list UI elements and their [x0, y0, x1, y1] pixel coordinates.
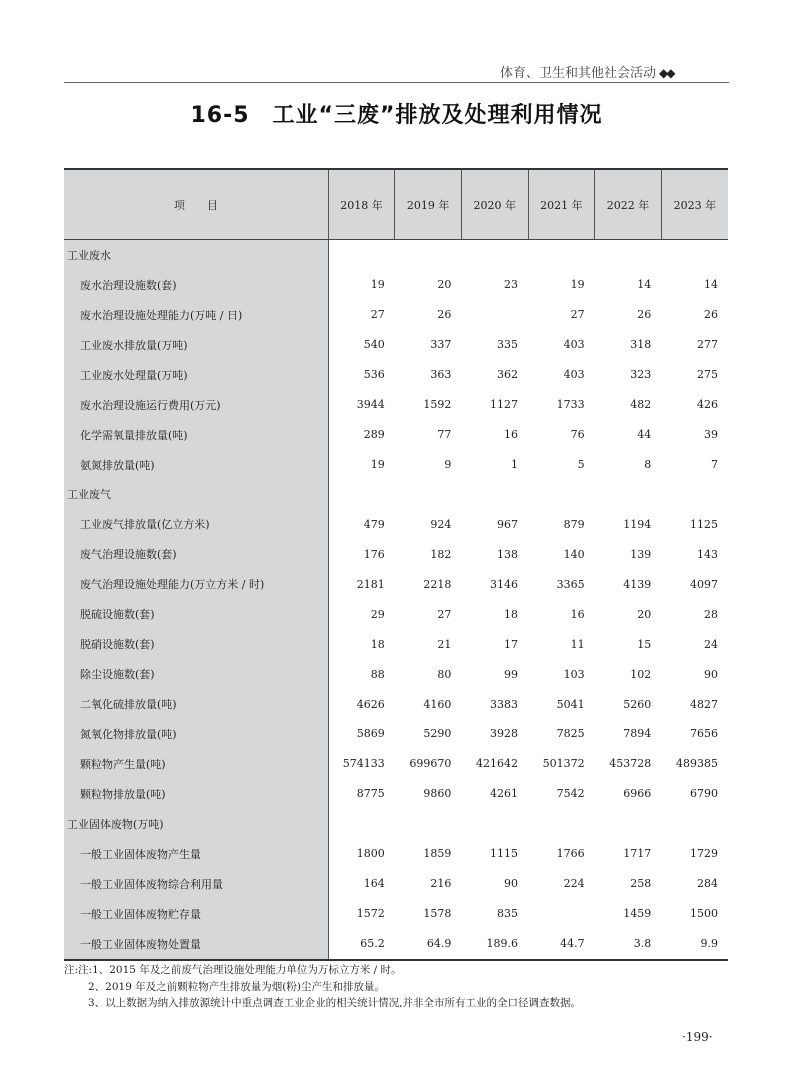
category-label: 工业废水	[64, 240, 328, 270]
value-cell: 1717	[623, 847, 652, 861]
table-row	[64, 360, 728, 390]
value-cell: 9860	[423, 787, 452, 801]
value-cell: 403	[563, 338, 585, 352]
value-cell: 362	[497, 368, 519, 382]
value-cell: 9.9	[700, 937, 718, 951]
value-cell: 275	[697, 368, 718, 382]
value-cell: 189.6	[486, 937, 519, 951]
footnote: 3、以上数据为纳入排放源统计中重点调查工业企业的相关统计情况,并非全市所有工业的全口径调查数据。	[88, 997, 582, 1009]
value-cell: 335	[497, 338, 519, 352]
value-cell: 277	[697, 338, 718, 352]
value-cell: 1766	[556, 847, 585, 861]
table-row	[64, 779, 728, 809]
table-category-row	[64, 809, 728, 839]
value-cell: 1578	[423, 907, 452, 921]
table-row	[64, 719, 728, 749]
value-cell: 3944	[356, 398, 385, 412]
table-row	[64, 749, 728, 779]
table-row	[64, 270, 728, 300]
table-category-row	[64, 240, 728, 270]
value-cell: 1729	[690, 847, 718, 861]
row-label: 一般工业固体废物综合利用量	[64, 869, 328, 899]
category-label: 工业固体废物(万吨)	[64, 809, 328, 839]
table-row	[64, 869, 728, 899]
value-cell: 3146	[490, 577, 519, 591]
value-cell: 3.8	[633, 937, 652, 951]
value-cell: 176	[363, 547, 385, 561]
value-cell: 8775	[356, 787, 385, 801]
row-label: 工业废水排放量(万吨)	[64, 330, 328, 360]
row-label: 颗粒物产生量(吨)	[64, 749, 328, 779]
table-row	[64, 659, 728, 689]
value-cell: 4261	[490, 787, 519, 801]
value-cell: 77	[437, 428, 452, 442]
value-cell	[461, 240, 528, 270]
value-cell: 76	[570, 428, 585, 442]
value-cell: 1459	[623, 907, 652, 921]
running-header	[500, 62, 673, 81]
value-cell: 4139	[623, 577, 652, 591]
row-label: 废水治理设施数(套)	[64, 270, 328, 300]
value-cell: 14	[704, 278, 718, 292]
value-cell: 1500	[690, 907, 718, 921]
value-cell: 103	[563, 667, 585, 681]
value-cell: 363	[430, 368, 452, 382]
value-cell: 5	[577, 458, 585, 472]
year-column-header: 2021 年	[528, 170, 595, 240]
value-cell	[528, 809, 595, 839]
value-cell	[661, 240, 728, 270]
value-cell: 4097	[690, 577, 718, 591]
value-cell: 18	[370, 637, 385, 651]
value-cell: 3383	[490, 697, 519, 711]
value-cell	[395, 480, 462, 510]
row-label: 一般工业固体废物贮存量	[64, 899, 328, 929]
value-cell: 536	[363, 368, 385, 382]
value-cell: 403	[563, 368, 585, 382]
row-label: 一般工业固体废物处置量	[64, 929, 328, 959]
value-cell: 27	[370, 308, 385, 322]
table-category-row	[64, 480, 728, 510]
table-row	[64, 509, 728, 539]
table-row	[64, 929, 728, 959]
value-cell	[395, 240, 462, 270]
value-cell: 138	[497, 547, 519, 561]
value-cell: 1194	[623, 517, 652, 531]
value-cell	[528, 240, 595, 270]
table-header-row	[64, 170, 728, 240]
value-cell: 337	[430, 338, 452, 352]
value-cell	[461, 480, 528, 510]
value-cell: 4160	[423, 697, 452, 711]
value-cell: 1733	[556, 398, 585, 412]
diamond-ornament-icon: ◆◆	[659, 66, 674, 80]
value-cell: 16	[570, 607, 585, 621]
row-label: 废气治理设施数(套)	[64, 539, 328, 569]
value-cell	[661, 480, 728, 510]
footnote: 注:注:1、2015 年及之前废气治理设施处理能力单位为万标立方米 / 时。	[64, 964, 402, 976]
value-cell: 7656	[690, 727, 718, 741]
value-cell: 143	[697, 547, 718, 561]
value-cell: 19	[370, 458, 385, 472]
value-cell: 284	[697, 877, 718, 891]
value-cell: 2181	[356, 577, 385, 591]
year-column-header: 2018 年	[328, 170, 395, 240]
value-cell: 5041	[556, 697, 585, 711]
table-row	[64, 420, 728, 450]
value-cell: 18	[504, 607, 519, 621]
value-cell: 28	[704, 607, 718, 621]
value-cell: 479	[363, 517, 385, 531]
value-cell: 1800	[356, 847, 385, 861]
value-cell: 5869	[356, 727, 385, 741]
value-cell: 453728	[609, 757, 652, 771]
value-cell	[461, 300, 528, 330]
footnote: 2、2019 年及之前颗粒物产生排放量为烟(粉)尘产生和排放量。	[88, 980, 385, 993]
value-cell: 7	[711, 458, 718, 472]
value-cell: 44.7	[560, 937, 585, 951]
value-cell	[395, 809, 462, 839]
value-cell: 6966	[623, 787, 652, 801]
value-cell: 64.9	[426, 937, 452, 951]
value-cell	[528, 899, 595, 929]
value-cell: 5260	[623, 697, 652, 711]
row-label: 化学需氧量排放量(吨)	[64, 420, 328, 450]
table-row	[64, 899, 728, 929]
value-cell: 7542	[556, 787, 585, 801]
value-cell: 16	[504, 428, 519, 442]
value-cell	[328, 809, 395, 839]
value-cell: 318	[630, 338, 652, 352]
value-cell: 835	[497, 907, 519, 921]
value-cell: 8	[644, 458, 652, 472]
row-label: 一般工业固体废物产生量	[64, 839, 328, 869]
value-cell: 19	[570, 278, 585, 292]
value-cell: 29	[370, 607, 385, 621]
value-cell: 24	[704, 637, 718, 651]
table-row	[64, 390, 728, 420]
value-cell: 1125	[690, 517, 718, 531]
value-cell: 39	[704, 428, 718, 442]
row-label: 氮氧化物排放量(吨)	[64, 719, 328, 749]
value-cell: 65.2	[360, 937, 385, 951]
page-number: ·199·	[682, 1030, 713, 1044]
value-cell: 27	[570, 308, 585, 322]
value-cell: 7894	[623, 727, 652, 741]
value-cell: 19	[370, 278, 385, 292]
value-cell: 164	[363, 877, 385, 891]
value-cell: 9	[444, 458, 452, 472]
statistics-table	[64, 170, 728, 959]
value-cell	[328, 480, 395, 510]
value-cell: 289	[363, 428, 385, 442]
value-cell: 102	[630, 667, 652, 681]
value-cell: 21	[437, 637, 452, 651]
value-cell: 216	[430, 877, 452, 891]
value-cell: 1592	[423, 398, 452, 412]
value-cell	[595, 480, 662, 510]
value-cell: 11	[570, 637, 585, 651]
value-cell: 1	[511, 458, 519, 472]
row-label: 氨氮排放量(吨)	[64, 450, 328, 480]
value-cell: 540	[363, 338, 385, 352]
value-cell: 4626	[356, 697, 385, 711]
value-cell: 17	[504, 637, 519, 651]
value-cell: 26	[637, 308, 652, 322]
value-cell	[595, 809, 662, 839]
section-title: 体育、卫生和其他社会活动	[500, 66, 657, 81]
category-label: 工业废气	[64, 480, 328, 510]
row-label: 脱硝设施数(套)	[64, 629, 328, 659]
row-label: 工业废水处理量(万吨)	[64, 360, 328, 390]
table-row	[64, 450, 728, 480]
row-label: 废水治理设施运行费用(万元)	[64, 390, 328, 420]
value-cell: 224	[563, 877, 585, 891]
value-cell: 26	[704, 308, 718, 322]
value-cell: 90	[504, 877, 519, 891]
value-cell	[661, 809, 728, 839]
value-cell: 1859	[423, 847, 452, 861]
value-cell: 20	[637, 607, 652, 621]
table-row	[64, 569, 728, 599]
row-label: 废水治理设施处理能力(万吨 / 日)	[64, 300, 328, 330]
value-cell: 14	[637, 278, 652, 292]
value-cell: 4827	[690, 697, 718, 711]
value-cell: 5290	[423, 727, 452, 741]
statistics-table-container	[64, 168, 728, 961]
value-cell: 182	[430, 547, 452, 561]
footnotes	[64, 962, 581, 1012]
value-cell: 140	[563, 547, 585, 561]
value-cell: 139	[630, 547, 652, 561]
value-cell: 3928	[490, 727, 519, 741]
value-cell: 924	[430, 517, 452, 531]
value-cell: 879	[563, 517, 585, 531]
item-column-header: 项目	[64, 170, 328, 240]
table-row	[64, 629, 728, 659]
value-cell: 44	[637, 428, 652, 442]
year-column-header: 2023 年	[661, 170, 728, 240]
row-label: 废气治理设施处理能力(万立方米 / 时)	[64, 569, 328, 599]
year-column-header: 2022 年	[595, 170, 662, 240]
table-row	[64, 539, 728, 569]
value-cell: 99	[504, 667, 519, 681]
table-row	[64, 330, 728, 360]
year-column-header: 2020 年	[461, 170, 528, 240]
value-cell: 501372	[542, 757, 585, 771]
table-row	[64, 839, 728, 869]
value-cell: 482	[630, 398, 652, 412]
value-cell: 2218	[423, 577, 452, 591]
value-cell: 90	[704, 667, 718, 681]
value-cell: 1115	[490, 847, 519, 861]
row-label: 二氧化硫排放量(吨)	[64, 689, 328, 719]
value-cell: 26	[437, 308, 452, 322]
row-label: 工业废气排放量(亿立方米)	[64, 509, 328, 539]
value-cell: 6790	[690, 787, 718, 801]
value-cell: 7825	[556, 727, 585, 741]
value-cell: 426	[697, 398, 718, 412]
value-cell: 27	[437, 607, 452, 621]
table-row	[64, 689, 728, 719]
value-cell	[461, 809, 528, 839]
value-cell: 3365	[556, 577, 585, 591]
value-cell	[328, 240, 395, 270]
row-label: 脱硫设施数(套)	[64, 599, 328, 629]
value-cell: 1572	[356, 907, 385, 921]
header-rule	[64, 82, 729, 83]
value-cell: 20	[437, 278, 452, 292]
page-title: 16-5 工业“三废”排放及处理利用情况	[190, 103, 603, 128]
table-row	[64, 300, 728, 330]
table-row	[64, 599, 728, 629]
row-label: 颗粒物排放量(吨)	[64, 779, 328, 809]
value-cell: 967	[497, 517, 519, 531]
value-cell: 23	[504, 278, 519, 292]
value-cell: 699670	[409, 757, 452, 771]
value-cell: 88	[370, 667, 385, 681]
value-cell: 421642	[476, 757, 519, 771]
value-cell	[595, 240, 662, 270]
row-label: 除尘设施数(套)	[64, 659, 328, 689]
value-cell: 574133	[342, 757, 385, 771]
value-cell: 489385	[676, 757, 718, 771]
value-cell	[528, 480, 595, 510]
value-cell: 323	[630, 368, 652, 382]
value-cell: 258	[630, 877, 652, 891]
year-column-header: 2019 年	[395, 170, 462, 240]
value-cell: 80	[437, 667, 452, 681]
value-cell: 15	[637, 637, 652, 651]
value-cell: 1127	[490, 398, 519, 412]
